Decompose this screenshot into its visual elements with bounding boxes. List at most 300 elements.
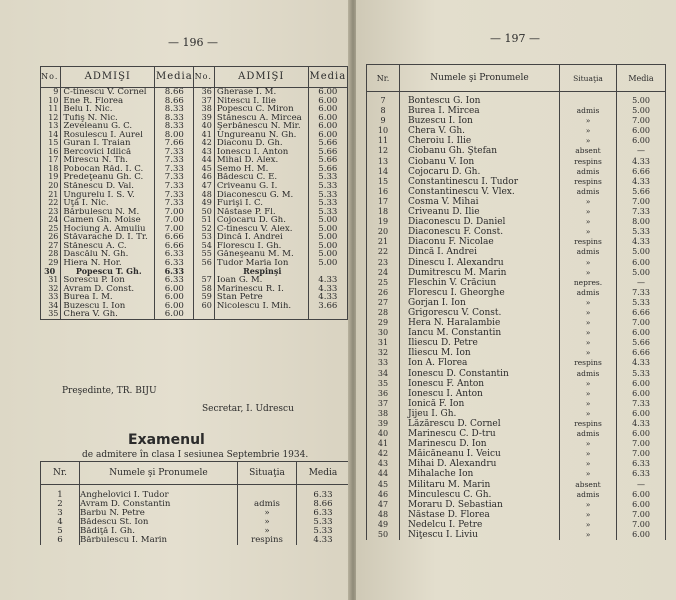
table-cell: admis xyxy=(560,167,617,177)
table-cell: admis xyxy=(560,490,617,500)
table-cell: absent xyxy=(560,146,617,156)
table-cell: 5.33 xyxy=(308,191,347,200)
table-cell: admis xyxy=(560,106,617,116)
table-row xyxy=(41,250,348,259)
table-cell: » xyxy=(560,389,617,399)
table-cell: 19 xyxy=(41,173,61,182)
table-cell: Dinescu I. Alexandru xyxy=(400,258,560,268)
table-row xyxy=(41,527,350,536)
table-cell: 53 xyxy=(194,233,214,242)
table-cell: 36 xyxy=(194,88,214,97)
table-cell: 16 xyxy=(41,148,61,157)
table-cell: Diaconescu F. Const. xyxy=(400,227,560,237)
table-cell: 7.33 xyxy=(617,399,666,409)
table-cell: 4.33 xyxy=(308,276,347,285)
table-cell: 7.00 xyxy=(617,439,666,449)
table-cell xyxy=(194,310,214,319)
table-cell: 6.33 xyxy=(155,267,194,276)
table-cell: Bontescu G. Ion xyxy=(400,92,560,107)
table-cell: 6.00 xyxy=(308,97,347,106)
col-admisi-2: ADMIŞI xyxy=(214,67,308,88)
table-row xyxy=(367,490,666,500)
table-cell: 26 xyxy=(367,288,400,298)
table-cell: 34 xyxy=(41,302,61,311)
table-cell: 16 xyxy=(367,187,400,197)
table-cell: 4.33 xyxy=(617,419,666,429)
table-cell: Furişi I. C. xyxy=(214,199,308,208)
table-cell: » xyxy=(560,197,617,207)
table-cell: 6.00 xyxy=(308,88,347,97)
table-row xyxy=(367,399,666,409)
table-cell: 6.00 xyxy=(308,131,347,140)
table-row xyxy=(41,276,348,285)
table-cell: » xyxy=(560,439,617,449)
table-cell: 6.00 xyxy=(617,258,666,268)
table-cell: Criveanu G. I. xyxy=(214,182,308,191)
table-cell: Diaconu D. Gh. xyxy=(214,139,308,148)
table-cell: Criveanu D. Ilie xyxy=(400,207,560,217)
table-cell: 55 xyxy=(194,250,214,259)
table-cell: absent xyxy=(560,480,617,490)
table-cell: 5.66 xyxy=(617,338,666,348)
table-cell: Jijeu I. Gh. xyxy=(400,409,560,419)
table-cell: Anghelovici I. Tudor xyxy=(80,485,238,501)
table-cell: Sorescu P. Ion xyxy=(61,276,155,285)
table-cell: » xyxy=(238,509,297,518)
table-cell: 5.00 xyxy=(308,225,347,234)
table-cell: » xyxy=(560,298,617,308)
table-row xyxy=(367,358,666,368)
table-row xyxy=(367,258,666,268)
table-cell: 54 xyxy=(194,242,214,251)
table-cell: 41 xyxy=(367,439,400,449)
table-row xyxy=(41,233,348,242)
table-cell: 33 xyxy=(367,358,400,368)
table-cell: 4 xyxy=(41,518,80,527)
table-cell: 7.33 xyxy=(155,173,194,182)
table-cell: 10 xyxy=(367,126,400,136)
table-cell: Tudor Maria Ion xyxy=(214,259,308,268)
table-cell: 39 xyxy=(367,419,400,429)
table-cell xyxy=(308,310,347,319)
page-number-197: — 197 — xyxy=(490,32,540,45)
table-cell: 49 xyxy=(367,520,400,530)
table-row xyxy=(41,267,348,276)
table-cell: Tufiş N. Nic. xyxy=(61,114,155,123)
table-cell: Belu I. Nic. xyxy=(61,105,155,114)
table-cell: 7.33 xyxy=(617,207,666,217)
table-cell: 28 xyxy=(367,308,400,318)
table-cell: 35 xyxy=(367,379,400,389)
table-cell: 4.33 xyxy=(617,177,666,187)
table-cell: 6.66 xyxy=(617,348,666,358)
table-cell: 52 xyxy=(194,225,214,234)
table-row xyxy=(367,369,666,379)
table-cell: — xyxy=(617,278,666,288)
table-cell: 4.33 xyxy=(308,293,347,302)
col-admisi: ADMIŞI xyxy=(61,67,155,88)
table-cell: 6.00 xyxy=(617,389,666,399)
table-cell: 18 xyxy=(367,207,400,217)
table-cell: Nicolescu I. Mih. xyxy=(214,302,308,311)
table-row xyxy=(367,469,666,479)
table-cell: 2 xyxy=(41,500,80,509)
col-situatia: Situaţia xyxy=(238,462,297,485)
table-cell: respins xyxy=(560,237,617,247)
table-cell: 6.66 xyxy=(155,242,194,251)
table-row xyxy=(41,509,350,518)
table-cell: 4.33 xyxy=(308,285,347,294)
table-cell: Năstase P. Fl. xyxy=(214,208,308,217)
table-cell: Buzescu I. Ion xyxy=(400,116,560,126)
table-cell: 21 xyxy=(41,191,61,200)
table-cell: admis xyxy=(560,247,617,257)
table-cell: admis xyxy=(560,369,617,379)
table-cell: Dascălu N. Gh. xyxy=(61,250,155,259)
table-cell: Hera N. Haralambie xyxy=(400,318,560,328)
table-cell: 48 xyxy=(367,510,400,520)
table-cell: » xyxy=(238,518,297,527)
table-cell: » xyxy=(238,527,297,536)
table-cell: 33 xyxy=(41,293,61,302)
table-cell: Dumitrescu M. Marin xyxy=(400,268,560,278)
table-cell: Dincă I. Andrei xyxy=(400,247,560,257)
exam-table-left xyxy=(40,461,350,545)
table-cell: 31 xyxy=(367,338,400,348)
table-cell: admis xyxy=(560,429,617,439)
table-cell: 7.00 xyxy=(617,318,666,328)
table-cell: 14 xyxy=(367,167,400,177)
table-row xyxy=(41,242,348,251)
exam-header-row xyxy=(41,462,350,485)
table-cell: 46 xyxy=(194,173,214,182)
col-name: Numele şi Pronumele xyxy=(400,65,560,92)
table-cell: Stănescu D. Val. xyxy=(61,182,155,191)
table-cell: 5.33 xyxy=(297,527,350,536)
table-row xyxy=(41,518,350,527)
table-row xyxy=(367,288,666,298)
table-cell: Chera V. Gh. xyxy=(61,310,155,319)
table-cell: 7.00 xyxy=(617,449,666,459)
table-cell: 6.00 xyxy=(155,302,194,311)
table-cell: 6.00 xyxy=(617,409,666,419)
table-cell: 32 xyxy=(41,285,61,294)
table-cell: » xyxy=(560,530,617,540)
table-cell: 6.00 xyxy=(617,328,666,338)
table-cell: 6.00 xyxy=(155,285,194,294)
table-cell: 37 xyxy=(367,399,400,409)
table-row xyxy=(367,278,666,288)
table-cell: Cosma V. Mihai xyxy=(400,197,560,207)
table-cell: Mirescu N. Th. xyxy=(61,156,155,165)
table-row xyxy=(367,510,666,520)
table-cell: 42 xyxy=(367,449,400,459)
table-cell: 24 xyxy=(41,216,61,225)
table-cell: Diaconescu D. Daniel xyxy=(400,217,560,227)
table-cell: Moraru D. Sebastian xyxy=(400,500,560,510)
table-cell: 9 xyxy=(41,88,61,97)
table-cell: 4.33 xyxy=(617,237,666,247)
table-cell: 38 xyxy=(367,409,400,419)
table-cell: 30 xyxy=(41,267,61,276)
table-cell: 8.33 xyxy=(155,114,194,123)
table-cell: 50 xyxy=(367,530,400,540)
table-cell: 6.33 xyxy=(155,276,194,285)
table-cell: 51 xyxy=(194,216,214,225)
table-cell: Diaconescu G. M. xyxy=(214,191,308,200)
table-cell: 3.66 xyxy=(308,302,347,311)
table-cell: 21 xyxy=(367,237,400,247)
table-cell: 6.00 xyxy=(617,490,666,500)
table-cell: respins xyxy=(560,358,617,368)
table-cell: 35 xyxy=(41,310,61,319)
table-cell: Constantinescu V. Vlex. xyxy=(400,187,560,197)
table-cell: Niţescu I. Liviu xyxy=(400,530,560,540)
table-cell: 22 xyxy=(367,247,400,257)
table-cell: 6 xyxy=(41,536,80,545)
table-row xyxy=(367,146,666,156)
table-cell: Bădiţă I. Gh. xyxy=(80,527,238,536)
table-cell: — xyxy=(617,146,666,156)
admisi-table xyxy=(40,66,348,320)
table-cell: Năstase D. Florea xyxy=(400,510,560,520)
exam-header-row xyxy=(367,65,666,92)
table-row xyxy=(367,92,666,107)
table-cell: 34 xyxy=(367,369,400,379)
table-cell: 60 xyxy=(194,302,214,311)
table-cell: Bărbulescu I. Marin xyxy=(80,536,238,545)
table-row xyxy=(367,429,666,439)
table-cell: Bădescu C. E. xyxy=(214,173,308,182)
table-cell: 5.00 xyxy=(617,106,666,116)
table-cell: 6.66 xyxy=(155,233,194,242)
table-cell: 7.00 xyxy=(617,116,666,126)
table-cell: 57 xyxy=(194,276,214,285)
table-cell: 7.33 xyxy=(155,191,194,200)
table-row xyxy=(41,114,348,123)
table-row xyxy=(367,530,666,540)
table-row xyxy=(367,520,666,530)
table-cell: 8.66 xyxy=(297,500,350,509)
table-cell: C-tinescu V. Alex. xyxy=(214,225,308,234)
table-cell: Guran I. Traian xyxy=(61,139,155,148)
table-row xyxy=(367,379,666,389)
table-cell: 7.00 xyxy=(617,510,666,520)
table-cell xyxy=(238,485,297,501)
table-cell xyxy=(560,92,617,107)
table-row xyxy=(41,293,348,302)
table-cell: 5.00 xyxy=(308,259,347,268)
table-cell: 5.66 xyxy=(617,187,666,197)
table-cell: 20 xyxy=(367,227,400,237)
table-cell: Burea I. Mircea xyxy=(400,106,560,116)
table-cell: » xyxy=(560,126,617,136)
secretary-signature: Secretar, I. Udrescu xyxy=(202,404,294,414)
table-cell: 23 xyxy=(41,208,61,217)
table-cell: 17 xyxy=(41,156,61,165)
table-cell: 19 xyxy=(367,217,400,227)
table-cell: Iliescu M. Ion xyxy=(400,348,560,358)
table-cell: 6.00 xyxy=(308,114,347,123)
table-cell: Predeţeanu Gh. C. xyxy=(61,173,155,182)
table-cell: Ionescu F. Anton xyxy=(400,379,560,389)
table-cell: Ciobanu V. Ion xyxy=(400,157,560,167)
table-cell: Marinescu C. D-tru xyxy=(400,429,560,439)
table-cell: 46 xyxy=(367,490,400,500)
table-cell: Ciobanu Gh. Ştefan xyxy=(400,146,560,156)
table-cell: 24 xyxy=(367,268,400,278)
table-cell: 6.00 xyxy=(155,293,194,302)
col-media: Media xyxy=(617,65,666,92)
table-cell: admis xyxy=(238,500,297,509)
table-cell: 4.33 xyxy=(297,536,350,545)
table-row xyxy=(367,207,666,217)
table-cell: Ioan G. M. xyxy=(214,276,308,285)
col-media-2: Media xyxy=(308,67,347,88)
table-cell: Buzescu I. Ion xyxy=(61,302,155,311)
table-cell: 43 xyxy=(194,148,214,157)
table-cell: Iancu M. Constantin xyxy=(400,328,560,338)
table-cell: Marinescu D. Ion xyxy=(400,439,560,449)
table-cell: admis xyxy=(560,187,617,197)
table-row xyxy=(367,268,666,278)
table-cell: Diaconu F. Nicolae xyxy=(400,237,560,247)
table-row xyxy=(41,485,350,501)
table-cell: Ungurelu I. S. V. xyxy=(61,191,155,200)
table-cell: Gherase I. M. xyxy=(214,88,308,97)
table-cell: » xyxy=(560,328,617,338)
table-cell: Minculescu C. Gh. xyxy=(400,490,560,500)
table-row xyxy=(367,449,666,459)
table-cell: » xyxy=(560,308,617,318)
table-cell: 6.33 xyxy=(297,509,350,518)
table-cell: Ene R. Florea xyxy=(61,97,155,106)
table-cell: 22 xyxy=(41,199,61,208)
table-row xyxy=(41,310,348,319)
table-cell: » xyxy=(560,227,617,237)
table-cell: Semo H. M. xyxy=(214,165,308,174)
table-cell: Grigorescu V. Const. xyxy=(400,308,560,318)
table-cell: 31 xyxy=(41,276,61,285)
table-cell: » xyxy=(560,520,617,530)
table-cell: Stan Petre xyxy=(214,293,308,302)
table-cell: 5.00 xyxy=(308,250,347,259)
table-row xyxy=(41,500,350,509)
col-nr: Nr. xyxy=(367,65,400,92)
table-row xyxy=(41,216,348,225)
table-cell: 7.00 xyxy=(617,197,666,207)
table-cell: 40 xyxy=(367,429,400,439)
table-cell: Florescu I. Gh. xyxy=(214,242,308,251)
table-cell: 10 xyxy=(41,97,61,106)
table-cell: » xyxy=(560,500,617,510)
table-cell: 13 xyxy=(41,122,61,131)
table-row xyxy=(367,308,666,318)
table-cell: Cojocaru D. Gh. xyxy=(214,216,308,225)
table-cell: 4.33 xyxy=(617,157,666,167)
table-cell: » xyxy=(560,116,617,126)
table-cell: » xyxy=(560,409,617,419)
table-cell: 5.00 xyxy=(617,268,666,278)
table-row xyxy=(41,259,348,268)
table-row xyxy=(41,105,348,114)
table-cell: 11 xyxy=(41,105,61,114)
col-media: Media xyxy=(297,462,350,485)
col-name: Numele şi Pronumele xyxy=(80,462,238,485)
table-cell: 25 xyxy=(367,278,400,288)
table-cell: 3 xyxy=(41,509,80,518)
table-cell: Pobocan Răd. I. C. xyxy=(61,165,155,174)
table-cell: Constantinescu I. Tudor xyxy=(400,177,560,187)
table-row xyxy=(367,126,666,136)
table-cell: 15 xyxy=(41,139,61,148)
table-cell: » xyxy=(560,379,617,389)
table-cell: 5.66 xyxy=(308,139,347,148)
table-cell: Ungureanu N. Gh. xyxy=(214,131,308,140)
table-row xyxy=(367,338,666,348)
table-cell: 5.66 xyxy=(308,165,347,174)
table-cell: 40 xyxy=(194,122,214,131)
table-cell: 9 xyxy=(367,116,400,126)
table-cell: Ionescu D. Constantin xyxy=(400,369,560,379)
table-cell: » xyxy=(560,318,617,328)
table-cell: 47 xyxy=(194,182,214,191)
table-cell xyxy=(194,267,214,276)
table-row xyxy=(367,187,666,197)
table-row xyxy=(41,97,348,106)
table-cell: 7.00 xyxy=(155,225,194,234)
table-cell: 4.33 xyxy=(617,358,666,368)
table-cell: 5.66 xyxy=(308,156,347,165)
table-row xyxy=(41,88,348,97)
col-media: Media xyxy=(155,67,194,88)
table-cell: Dincă I. Andrei xyxy=(214,233,308,242)
table-cell: respins xyxy=(560,419,617,429)
table-cell: 11 xyxy=(367,136,400,146)
table-cell: » xyxy=(560,217,617,227)
table-row xyxy=(41,199,348,208)
table-cell: Stănescu A. Mircea xyxy=(214,114,308,123)
table-row xyxy=(367,419,666,429)
table-cell: 7.33 xyxy=(155,199,194,208)
table-cell: Avram D. Const. xyxy=(61,285,155,294)
table-cell: » xyxy=(560,469,617,479)
exam-subtitle: de admitere în clasa I sesiunea Septembrie 1934. xyxy=(82,450,309,460)
table-cell: 5 xyxy=(41,527,80,536)
table-cell: Ionescu I. Anton xyxy=(214,148,308,157)
table-cell: Uţă I. Nic. xyxy=(61,199,155,208)
table-row xyxy=(367,136,666,146)
table-cell: 39 xyxy=(194,114,214,123)
table-cell: 8.66 xyxy=(155,97,194,106)
table-cell: » xyxy=(560,449,617,459)
table-row xyxy=(41,131,348,140)
table-row xyxy=(41,148,348,157)
table-cell: 5.66 xyxy=(308,148,347,157)
table-cell: 29 xyxy=(367,318,400,328)
table-cell: Mihai D. Alex. xyxy=(214,156,308,165)
table-row xyxy=(41,122,348,131)
table-cell: 7.33 xyxy=(155,156,194,165)
table-cell xyxy=(214,310,308,319)
table-cell: 6.00 xyxy=(617,429,666,439)
table-cell: 27 xyxy=(41,242,61,251)
table-cell: » xyxy=(560,348,617,358)
table-cell: 8.33 xyxy=(155,105,194,114)
table-cell: 6.00 xyxy=(155,310,194,319)
table-cell: Bercovici Idlică xyxy=(61,148,155,157)
col-no-2: No. xyxy=(194,67,214,88)
